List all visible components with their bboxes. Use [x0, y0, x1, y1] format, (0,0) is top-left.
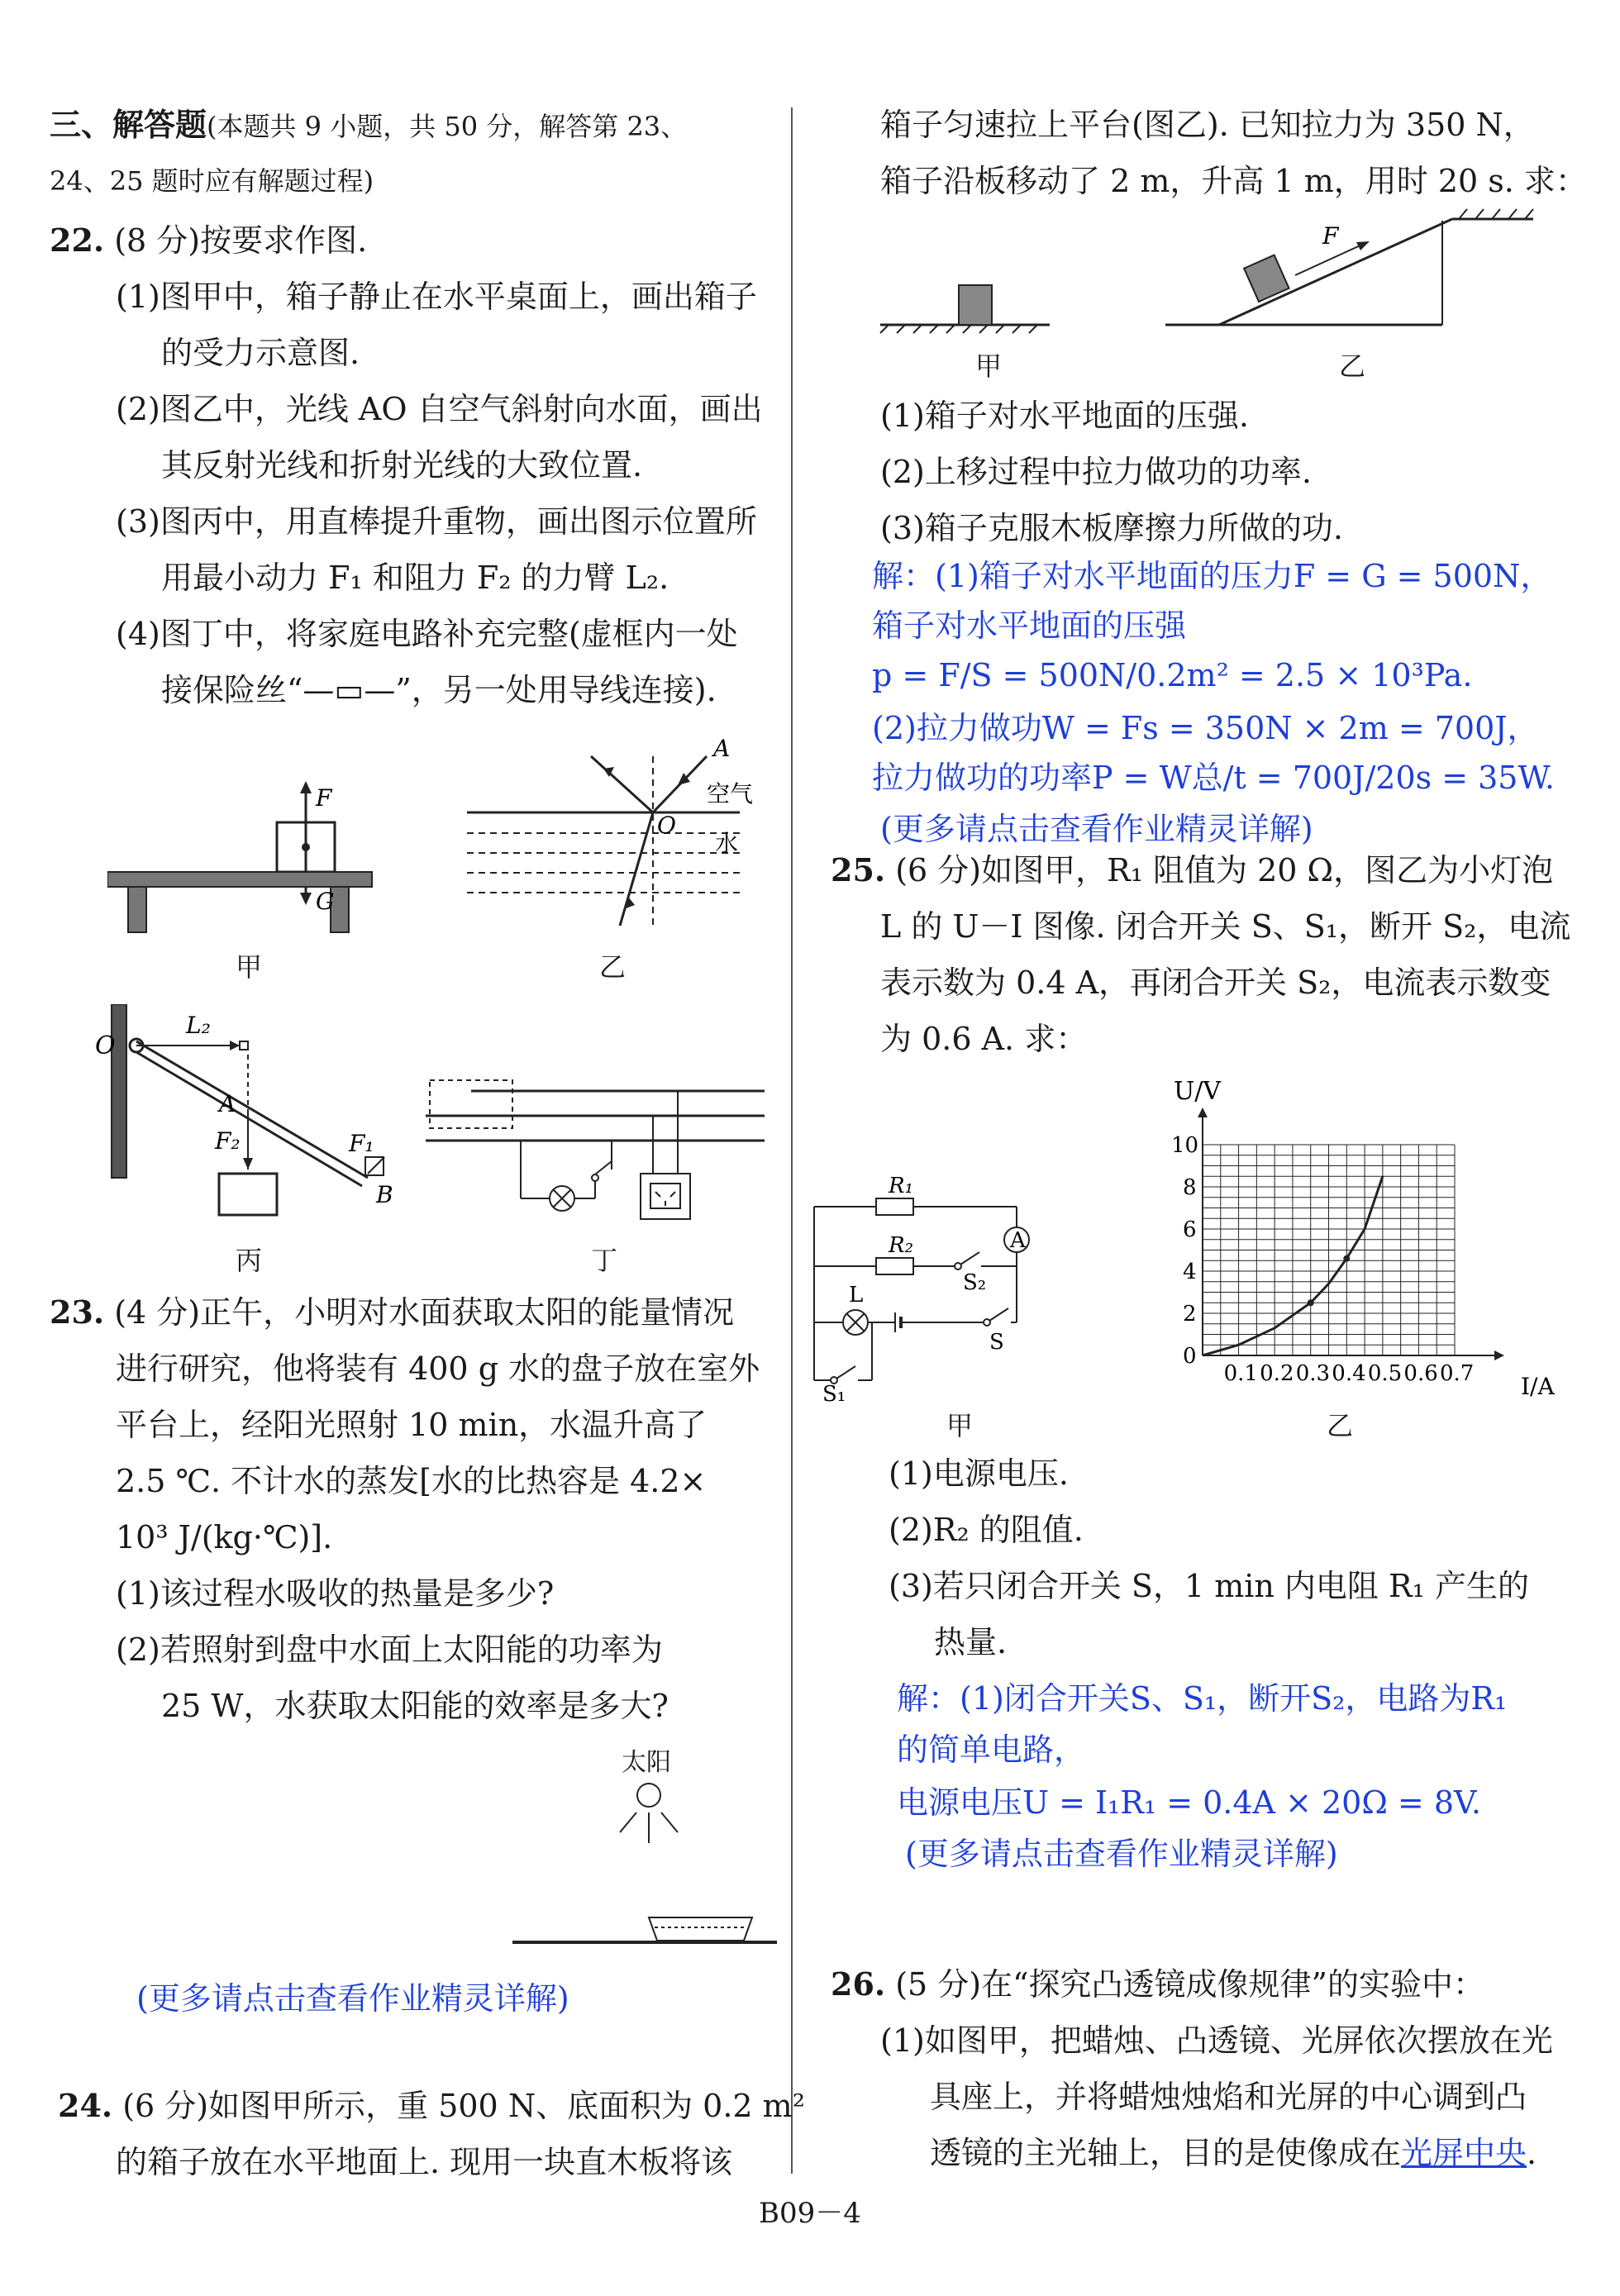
q23-text5: 10³ J/(kg·℃)]. — [116, 1519, 333, 1555]
label-f2: F₂ — [215, 1127, 241, 1155]
fig-yi-chart-caption: 乙 — [1327, 1410, 1354, 1441]
q26-number: 26. — [831, 1965, 886, 2003]
q25-text2: L 的 U－I 图像. 闭合开关 S、S₁，断开 S₂，电流 — [880, 908, 1571, 945]
q24-text1: (6 分)如图甲所示，重 500 N、底面积为 0.2 m² — [122, 2088, 805, 2124]
q25-line1 — [831, 851, 1553, 889]
label-ammeter: A — [1010, 1228, 1026, 1253]
label-o-lever: O — [95, 1031, 116, 1060]
x-tick-label: 0.6 — [1403, 1361, 1438, 1386]
q24-text4: 箱子沿板移动了 2 m，升高 1 m，用时 20 s. 求： — [880, 163, 1587, 199]
x-tick-label: 0.5 — [1367, 1361, 1403, 1386]
chart-xlabel: I/A — [1521, 1373, 1555, 1400]
figure-lever — [50, 1004, 413, 1227]
q26-period: . — [1527, 2135, 1537, 2171]
figure-circuit — [806, 1165, 1087, 1405]
q23-text4: 2.5 ℃. 不计水的蒸发[水的比热容是 4.2× — [116, 1463, 707, 1499]
q23-text1: (4 分)正午，小明对水面获取太阳的能量情况 — [114, 1294, 735, 1331]
q22-part1: (1)图甲中，箱子静止在水平桌面上，画出箱子 — [116, 279, 757, 315]
label-a: A — [713, 735, 731, 762]
y-axis-arrow — [1198, 1108, 1208, 1117]
q25-text1: (6 分)如图甲，R₁ 阻值为 20 Ω，图乙为小灯泡 — [895, 852, 1554, 888]
x-tick-label: 0.3 — [1295, 1361, 1331, 1386]
q24-answer1: 解：(1)箱子对水平地面的压力F = G = 500N， — [872, 558, 1552, 594]
q22-part1-cont: 的受力示意图. — [161, 335, 360, 371]
q26-part1-cont: 具座上，并将蜡烛烛焰和光屏的中心调到凸 — [930, 2079, 1527, 2115]
q22-part2-cont: 其反射光线和折射光线的大致位置. — [161, 447, 643, 483]
q24-answer4: (2)拉力做功W = Fs = 350N × 2m = 700J， — [872, 710, 1539, 746]
q24-part1: (1)箱子对水平地面的压强. — [880, 398, 1249, 434]
label-a-lever: A — [219, 1090, 236, 1117]
label-f1: F₁ — [349, 1130, 374, 1157]
q25-part3: (3)若只闭合开关 S，1 min 内电阻 R₁ 产生的 — [889, 1568, 1529, 1604]
column-divider — [791, 107, 793, 2174]
q26-answer-blank: 光屏中央 — [1401, 2135, 1527, 2171]
q23-part2-cont: 25 W，水获取太阳能的效率是多大? — [161, 1688, 669, 1724]
q22-part3-cont: 用最小动力 F₁ 和阻力 F₂ 的力臂 L₂. — [161, 560, 669, 596]
figure-water-dish — [512, 1909, 777, 1951]
label-r1: R₁ — [889, 1174, 913, 1198]
q25-part3-cont: 热量. — [934, 1624, 1008, 1660]
section-note-2: 24、25 题时应有解题过程) — [50, 165, 374, 197]
section-heading-line — [50, 106, 687, 145]
section-heading: 三、解答题 — [50, 106, 207, 143]
q25-text3: 表示数为 0.4 A，再闭合开关 S₂，电流表示数变 — [880, 965, 1551, 1001]
q23-part1: (1)该过程水吸收的热量是多少? — [116, 1575, 555, 1612]
y-tick-label: 10 — [1171, 1133, 1199, 1158]
q23-text2: 进行研究，他将装有 400 g 水的盘子放在室外 — [116, 1350, 760, 1387]
y-tick-label: 4 — [1183, 1260, 1197, 1284]
q22-intro: (8 分)按要求作图. — [114, 222, 368, 259]
fig-yi-ramp-caption: 乙 — [1339, 350, 1366, 382]
q26-part1-end — [930, 2134, 1537, 2172]
q26-text1: (5 分)在“探究凸透镜成像规律”的实验中： — [895, 1966, 1484, 2003]
q24-answer5: 拉力做功的功率P = W总/t = 700J/20s = 35W. — [872, 760, 1555, 796]
q25-text4: 为 0.6 A. 求： — [880, 1021, 1088, 1057]
q25-part1: (1)电源电压. — [889, 1455, 1069, 1492]
figure-table-box — [107, 777, 455, 967]
q22-intro-line — [50, 222, 367, 260]
x-tick-label: 0.1 — [1223, 1361, 1258, 1386]
label-water: 水 — [715, 830, 739, 857]
fig-jia-ramp-caption: 甲 — [975, 350, 1003, 382]
q23-text3: 平台上，经阳光照射 10 min，水温升高了 — [116, 1407, 708, 1443]
figure-home-circuit — [426, 1070, 773, 1236]
label-s1: S₁ — [822, 1382, 846, 1405]
label-f-ramp: F — [1322, 222, 1339, 250]
q25-part2: (2)R₂ 的阻值. — [889, 1512, 1084, 1548]
q23-more-link[interactable]: (更多请点击查看作业精灵详解) — [136, 1980, 569, 2017]
q22-part4-cont: 接保险丝“—▭—”，另一处用导线连接). — [161, 672, 717, 708]
chart-axes — [1198, 1108, 1504, 1360]
y-tick-label: 8 — [1183, 1175, 1197, 1200]
fig-bing-caption: 丙 — [236, 1245, 263, 1276]
x-axis-arrow — [1494, 1350, 1504, 1360]
y-tick-label: 2 — [1183, 1302, 1197, 1327]
sun-label: 太阳 — [622, 1748, 671, 1777]
q26-part1: (1)如图甲，把蜡烛、凸透镜、光屏依次摆放在光 — [880, 2022, 1553, 2059]
q26-line1 — [831, 1965, 1484, 2003]
x-tick-label: 0.7 — [1440, 1361, 1475, 1386]
page-footer: B09－4 — [759, 2197, 861, 2230]
q24-number: 24. — [58, 2087, 113, 2124]
label-s2: S₂ — [963, 1270, 987, 1295]
section-note: (本题共 9 小题，共 50 分，解答第 23、 — [207, 111, 688, 142]
q22-part3: (3)图丙中，用直棒提升重物，画出图示位置所 — [116, 503, 757, 540]
q24-part2: (2)上移过程中拉力做功的功率. — [880, 454, 1312, 490]
figure-light-ray — [467, 727, 765, 934]
q26-part1-text: 透镜的主光轴上，目的是使像成在 — [930, 2135, 1402, 2171]
chart-ticks — [1171, 1133, 1474, 1386]
label-l: L — [849, 1283, 864, 1308]
q23-line1 — [50, 1293, 734, 1331]
label-g: G — [316, 888, 335, 915]
x-tick-label: 0.4 — [1332, 1361, 1366, 1386]
q25-answer2: 的简单电路， — [897, 1732, 1086, 1768]
label-r2: R₂ — [889, 1233, 913, 1258]
chart-ylabel: U/V — [1174, 1077, 1222, 1106]
q22-part2: (2)图乙中，光线 AO 自空气斜射向水面，画出 — [116, 391, 763, 427]
q23-part2: (2)若照射到盘中水面上太阳能的功率为 — [116, 1631, 663, 1668]
fig-jia-circuit-caption: 甲 — [946, 1410, 974, 1441]
label-f: F — [316, 784, 332, 812]
sun-icon — [612, 1781, 686, 1847]
q22-part4: (4)图丁中，将家庭电路补充完整(虚框内一处 — [116, 616, 738, 652]
chart-grid — [1203, 1145, 1455, 1355]
ui-chart — [1095, 1074, 1558, 1405]
q25-answer3: 电源电压U = I₁R₁ = 0.4A × 20Ω = 8V. — [897, 1784, 1481, 1821]
y-tick-label: 0 — [1183, 1344, 1197, 1369]
q24-answer2: 箱子对水平地面的压强 — [872, 607, 1187, 644]
q25-more-link[interactable]: (更多请点击查看作业精灵详解) — [905, 1836, 1338, 1872]
y-tick-label: 6 — [1183, 1217, 1197, 1242]
fig-jia-caption: 甲 — [236, 951, 263, 983]
q24-answer3: p = F/S = 500N/0.2m² = 2.5 × 10³Pa. — [872, 657, 1473, 693]
q22-number: 22. — [50, 222, 105, 259]
x-tick-label: 0.2 — [1260, 1361, 1294, 1386]
label-air: 空气 — [707, 780, 754, 807]
figure-ramp — [864, 202, 1575, 335]
q25-answer1: 解：(1)闭合开关S、S₁，断开S₂，电路为R₁ — [897, 1680, 1508, 1717]
fig-ding-caption: 丁 — [591, 1245, 618, 1276]
label-s: S — [989, 1330, 1004, 1355]
q24-text3: 箱子匀速拉上平台(图乙). 已知拉力为 350 N， — [880, 107, 1535, 143]
label-o: O — [657, 812, 676, 839]
q24-part3: (3)箱子克服木板摩擦力所做的功. — [880, 510, 1343, 546]
q23-number: 23. — [50, 1293, 105, 1331]
q24-more-link[interactable]: (更多请点击查看作业精灵详解) — [880, 811, 1313, 847]
q24-text2: 的箱子放在水平地面上. 现用一块直木板将该 — [116, 2144, 733, 2180]
fig-yi-caption: 乙 — [599, 951, 627, 983]
q25-number: 25. — [831, 851, 886, 888]
label-l2: L₂ — [186, 1012, 211, 1039]
q24-line1 — [58, 2087, 805, 2125]
label-b: B — [376, 1181, 393, 1208]
